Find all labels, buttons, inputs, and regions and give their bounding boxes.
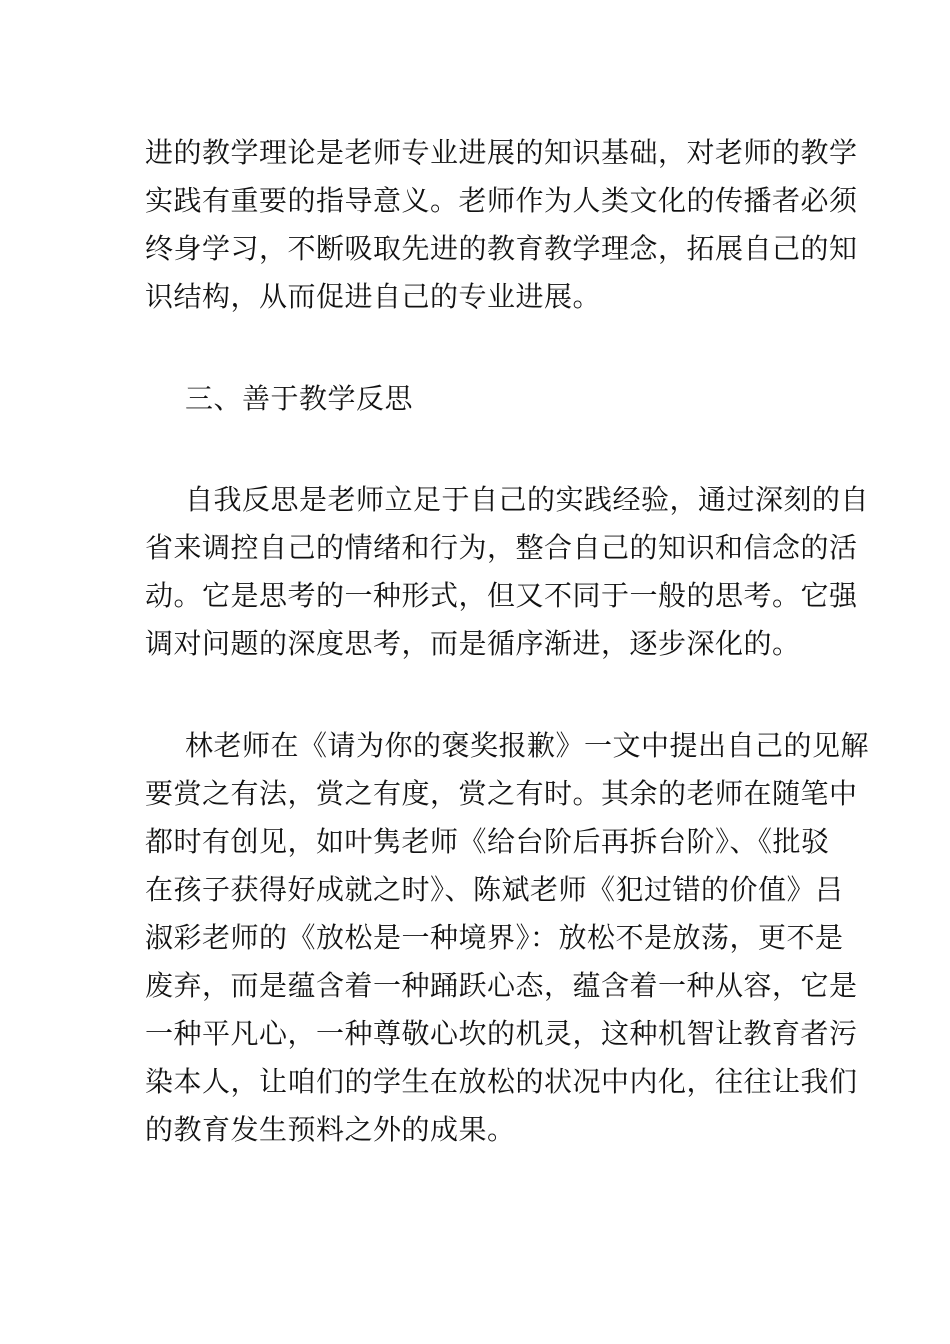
paragraph-1 xyxy=(145,129,858,321)
paragraph-line: 都时有创见，如叶隽老师《给台阶后再拆台阶》、《批驳 xyxy=(145,825,830,858)
paragraph-line: 淑彩老师的《放松是一种境界》：放松不是放荡，更不是 xyxy=(145,921,844,954)
paragraph-line: 识结构，从而促进自己的专业进展。 xyxy=(145,280,602,313)
paragraph-line: 林老师在《请为你的褒奖报歉》一文中提出自己的见解 xyxy=(185,729,870,762)
paragraph-line: 在孩子获得好成就之时》、陈斌老师《犯过错的价值》吕 xyxy=(145,873,844,906)
paragraph-line: 调对问题的深度思考，而是循序渐进，逐步深化的。 xyxy=(145,627,801,660)
paragraph-line: 的教育发生预料之外的成果。 xyxy=(145,1113,516,1146)
paragraph-line: 动。它是思考的一种形式，但又不同于一般的思考。它强 xyxy=(145,579,858,612)
paragraph-line: 自我反思是老师立足于自己的实践经验，通过深刻的自 xyxy=(185,483,870,516)
paragraph-line: 进的教学理论是老师专业进展的知识基础，对老师的教学 xyxy=(145,136,858,169)
paragraph-2 xyxy=(145,476,870,668)
paragraph-line: 实践有重要的指导意义。老师作为人类文化的传播者必须 xyxy=(145,184,858,217)
paragraph-line: 省来调控自己的情绪和行为，整合自己的知识和信念的活 xyxy=(145,531,858,564)
paragraph-line: 染本人，让咱们的学生在放松的状况中内化，往往让我们 xyxy=(145,1065,858,1098)
paragraph-3 xyxy=(145,722,870,1154)
section-heading xyxy=(145,375,809,423)
heading-line: 三、善于教学反思 xyxy=(185,382,414,415)
paragraph-line: 一种平凡心，一种尊敬心坎的机灵，这种机智让教育者污 xyxy=(145,1017,858,1050)
paragraph-line: 终身学习，不断吸取先进的教育教学理念，拓展自己的知 xyxy=(145,232,858,265)
paragraph-line: 要赏之有法，赏之有度，赏之有时。其余的老师在随笔中 xyxy=(145,777,858,810)
paragraph-line: 废弃，而是蕴含着一种踊跃心态，蕴含着一种从容，它是 xyxy=(145,969,858,1002)
